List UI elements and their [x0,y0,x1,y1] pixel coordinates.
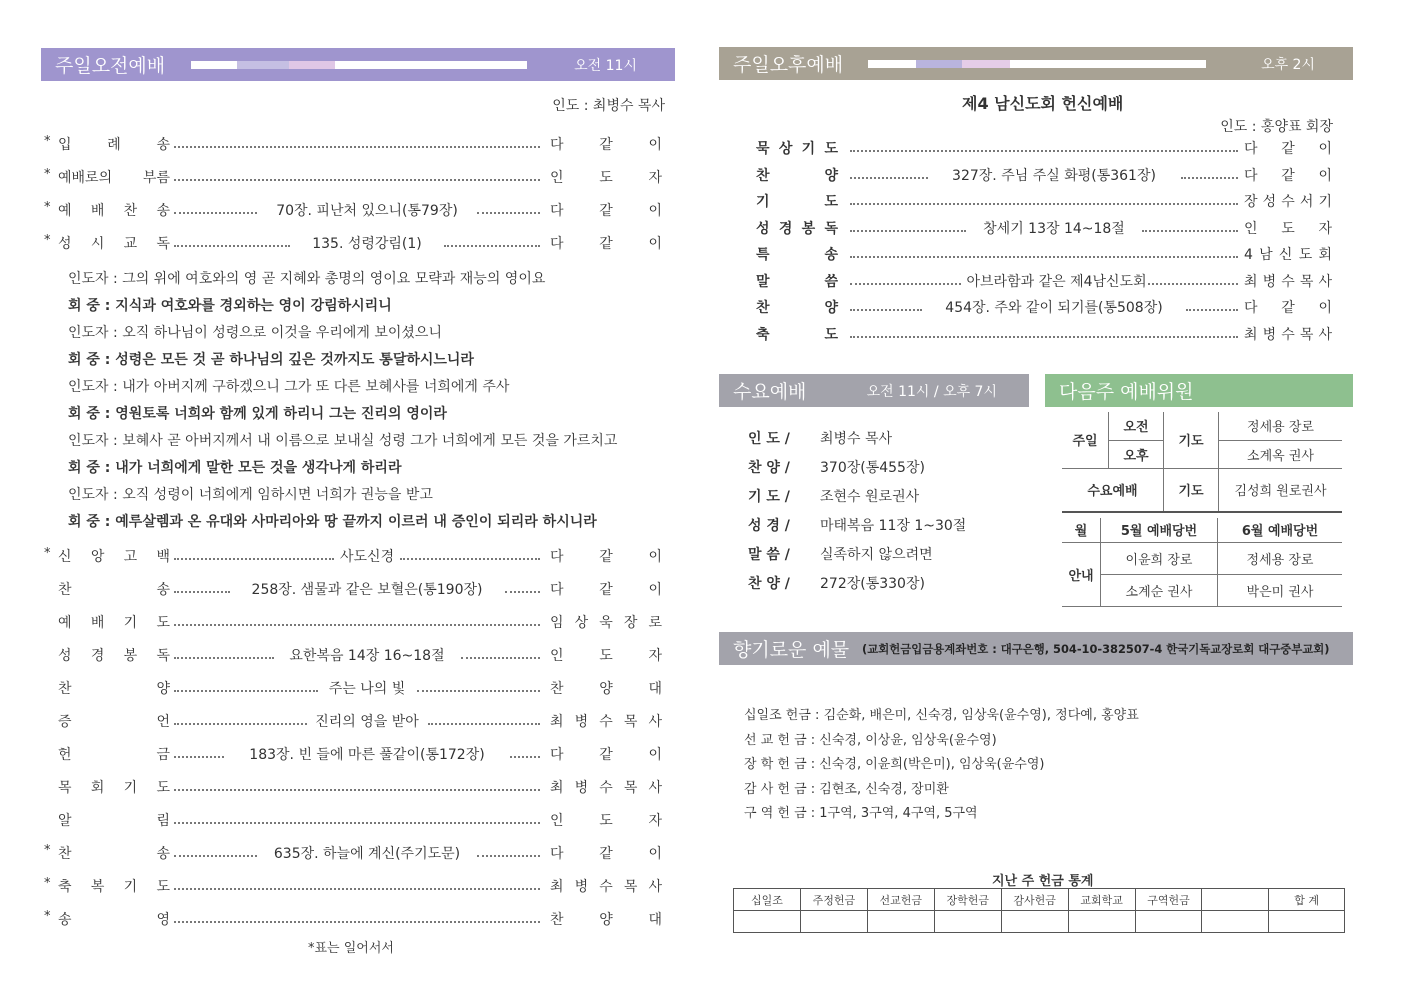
order-row [44,711,664,733]
order-label: 기 도 [756,194,838,210]
order-label: 송 영 [58,912,170,928]
order-row [44,645,664,667]
committee-table [1062,412,1342,513]
order-person: 다 같 이 [550,137,662,153]
order-label: 축 도 [756,326,838,343]
order-label: 예 배 찬 송 [58,203,170,219]
am-service-banner [41,48,675,81]
order-label: 찬 양 [58,681,170,697]
order-row [44,876,664,898]
order-label: 예 배 기 도 [58,615,170,631]
order-detail: 창세기 13장 14~18절 [983,220,1125,237]
pm-label: 오후 [1109,440,1164,468]
order-detail: 327장. 주님 주실 화평(통361장) [952,167,1156,184]
leader-dots [850,256,1238,258]
leader-line: 인도자 : 오직 하나님이 성령으로 이것을 우리에게 보이셨으니 [68,325,442,341]
stats-value-cell [800,911,867,933]
may-duty-label: 5월 예배당번 [1101,518,1218,542]
leader-dots [850,150,1238,152]
june-guide-1: 정세용 장로 [1218,542,1343,574]
leader-dots [174,179,540,181]
pm-order-row [756,297,1336,319]
leader-dots [1142,230,1238,232]
standing-mark: * [44,167,51,182]
leader-dots [477,855,540,857]
pm-service-title: 주일오후예배 [733,54,844,76]
leader-line: 인도자 : 그의 위에 여호와의 영 곧 지혜와 총명의 영이요 모략과 재능의 영이요 [68,271,546,287]
order-row [44,909,664,931]
order-label: 묵 상 기 도 [756,141,838,157]
standing-mark: * [44,200,51,215]
stats-header-cell [1202,889,1269,911]
stats-header-cell: 장학헌금 [934,889,1001,911]
order-label: 찬 양 [756,167,838,184]
wed-row [748,486,919,506]
pm-service-time: 오후 2시 [1261,56,1315,73]
bank-account: (교회헌금입금용계좌번호 : 대구은행, 504-10-382507-4 한국기독교장로회 대구중부교회) [862,641,1330,656]
stats-header-cell: 선교헌금 [867,889,934,911]
wed-prayer-label: 기도 [1164,468,1219,512]
guide-label: 안내 [1062,542,1101,606]
pm-order-row [756,218,1336,240]
order-label: 찬 송 [58,846,170,862]
pm-prayer-name: 소계옥 권사 [1219,440,1343,468]
order-label: 말 씀 [756,273,838,290]
leader-dots [850,283,961,285]
order-detail: 진리의 영을 받아 [315,714,419,730]
order-row [44,678,664,700]
stats-header-cell: 교회학교 [1068,889,1135,911]
wed-label: 찬 양 / [748,460,790,476]
offering-line: 구 역 헌 금 : 1구역, 3구역, 4구역, 5구역 [744,806,978,821]
leader-dots [444,245,540,247]
stats-header-cell: 십일조 [734,889,801,911]
wed-value: 370장(통455장) [820,460,925,476]
order-label: 헌 금 [58,747,170,763]
order-row [44,612,664,634]
order-person: 최 병 수 목 사 [1244,326,1332,343]
order-detail: 주는 나의 빛 [328,681,406,697]
june-duty-label: 6월 예배당번 [1218,518,1343,542]
leader-dots [400,558,540,560]
pm-service-banner [719,47,1353,80]
congregation-line: 회 중 : 성령은 모든 것 곧 하나님의 깊은 것까지도 통달하시느니라 [68,352,474,368]
standing-mark: * [44,876,51,891]
pm-order-row [756,138,1336,160]
order-person: 찬 양 대 [550,912,662,928]
order-person: 다 같 이 [550,747,662,763]
order-row [44,777,664,799]
pm-subtitle: 제4 남신도회 헌신예배 [962,94,1124,113]
wed-service-time: 오전 11시 / 오후 7시 [866,383,997,400]
prayer-label: 기도 [1164,412,1219,468]
wed-row [748,515,966,535]
stats-value-cell [1001,911,1068,933]
order-detail: 요한복음 14장 16~18절 [289,648,445,664]
wed-value: 272장(통330장) [820,576,925,592]
leader-line: 인도자 : 보혜사 곧 아버지께서 내 이름으로 보내실 성령 그가 너희에게 모든 것을 가르치고 [68,433,618,449]
standing-mark: * [44,134,51,149]
offering-banner [719,632,1353,665]
wed-row [748,573,925,593]
wed-value: 최병수 목사 [820,431,893,447]
order-person: 4 남 신 도 회 [1244,247,1332,263]
stats-value-cell [934,911,1001,933]
order-row [44,579,664,601]
leader-dots [850,203,1238,205]
banner-stripe [868,60,1206,68]
duty-table [1062,518,1342,607]
order-person: 인 도 자 [550,813,662,829]
order-detail: 183장. 빈 들에 마른 풀같이(통172장) [249,747,485,763]
wed-prayer-name: 김성희 원로권사 [1219,468,1343,512]
wed-label: 인 도 / [748,431,790,447]
order-label: 성 시 교 독 [58,236,170,252]
order-person: 다 같 이 [550,236,662,252]
leader-dots [174,888,540,890]
leader-dots [174,756,224,758]
order-person: 최 병 수 목 사 [550,780,662,796]
wed-value: 마태복음 11장 1~30절 [820,518,967,534]
order-row [44,167,664,189]
pm-order-row [756,271,1336,293]
offering-line: 감 사 헌 금 : 김현조, 신숙경, 장미환 [744,781,949,797]
am-service-time: 오전 11시 [574,57,637,74]
order-person: 다 같 이 [1244,141,1332,157]
order-detail: 635장. 하늘에 계신(주기도문) [273,846,461,862]
leader-dots [174,212,257,214]
leader-dots [428,723,541,725]
leader-dots [174,723,307,725]
wed-label: 말 씀 / [748,547,790,563]
am-label: 오전 [1109,412,1164,440]
leader-dots [174,558,334,560]
leader-dots [850,336,1238,338]
stats-header-cell: 구역헌금 [1135,889,1202,911]
committee-banner [1045,374,1353,407]
pm-order-row [756,191,1336,213]
footnote: *표는 일어서서 [308,941,394,956]
wed-value: 실족하지 않으려면 [820,547,933,563]
order-detail: 454장. 주와 같이 되기를(통508장) [945,300,1163,316]
leader-dots [1186,309,1238,311]
leader-dots [850,230,966,232]
leader-dots [850,177,928,179]
order-person: 다 같 이 [550,203,662,219]
wed-label: 찬 양 / [748,576,790,592]
stats-value-cell [734,911,801,933]
order-row [44,134,664,156]
order-row [44,200,664,222]
order-person: 다 같 이 [550,846,662,862]
congregation-line: 회 중 : 내가 너희에게 말한 모든 것을 생각나게 하리라 [68,460,402,476]
order-label: 축 복 기 도 [58,879,170,895]
stats-value-cell [1269,911,1345,933]
leader-dots [1181,177,1239,179]
order-row [44,810,664,832]
leader-dots [417,690,541,692]
order-label: 신 앙 고 백 [58,549,170,565]
order-label: 알 림 [58,813,170,829]
pm-leader: 인도 : 홍양표 회장 [1220,119,1333,135]
order-detail: 사도신경 [340,549,395,565]
offering-line: 십일조 헌금 : 김순화, 배은미, 신숙경, 임상욱(윤수영), 정다예, 홍양표 [744,708,1139,723]
standing-mark: * [44,909,51,924]
order-label: 성 경 봉 독 [756,220,838,237]
committee-title: 다음주 예배위원 [1059,381,1194,403]
leader-dots [174,657,274,659]
standing-mark: * [44,546,51,561]
order-detail: 135. 성령강림(1) [312,236,422,252]
order-row [44,744,664,766]
order-label: 입 례 송 [58,137,170,153]
order-label: 목 회 기 도 [58,780,170,796]
order-label: 증 언 [58,714,170,730]
leader-line: 인도자 : 오직 성령이 너희에게 임하시면 너희가 권능을 받고 [68,487,433,503]
offering-line: 장 학 헌 금 : 신숙경, 이윤희(박은미), 임상욱(윤수영) [744,757,1045,772]
sunday-label: 주일 [1062,412,1109,468]
order-row [44,843,664,865]
wed-service-title: 수요예배 [733,381,807,403]
pm-order-row [756,324,1336,346]
leader-dots [174,245,290,247]
wed-row [748,428,892,448]
wed-row [748,457,925,477]
leader-dots [1148,283,1239,285]
leader-dots [510,756,540,758]
june-guide-2: 박은미 권사 [1218,574,1343,606]
order-person: 최 병 수 목 사 [550,879,662,895]
order-detail: 아브라함과 같은 제4남신도회 [966,273,1147,290]
leader-dots [174,690,318,692]
order-person: 인 도 자 [1244,220,1332,237]
stats-value-cell [867,911,934,933]
leader-dots [174,822,540,824]
stats-header-cell: 주정헌금 [800,889,867,911]
offering-stats-table [733,888,1345,933]
congregation-line: 회 중 : 지식과 여호와를 경외하는 영이 강림하시리니 [68,298,392,314]
order-detail: 70장. 피난처 있으니(통79장) [276,203,458,219]
order-person: 인 도 자 [550,170,662,186]
order-person: 다 같 이 [1244,300,1332,316]
leader-dots [174,146,540,148]
order-person: 인 도 자 [550,648,662,664]
stats-title: 지난 주 헌금 통계 [992,874,1094,889]
stats-value-cell [1202,911,1269,933]
wed-label: 기 도 / [748,489,790,505]
wed-row [748,544,933,564]
order-person: 다 같 이 [550,582,662,598]
order-person: 다 같 이 [1244,167,1332,184]
order-label: 예배로의 부름 [58,170,170,186]
am-prayer-name: 정세용 장로 [1219,412,1343,440]
banner-stripe [191,61,527,69]
order-label: 찬 송 [58,582,170,598]
wed-value: 조현수 원로권사 [820,489,920,505]
am-leader: 인도 : 최병수 목사 [552,98,665,114]
order-person: 최 병 수 목 사 [1244,273,1332,290]
stats-value-cell [1068,911,1135,933]
leader-line: 인도자 : 내가 아버지께 구하겠으니 그가 또 다른 보혜사를 너희에게 주사 [68,379,510,395]
stats-header-cell: 감사헌금 [1001,889,1068,911]
offering-line: 선 교 헌 금 : 신숙경, 이상윤, 임상욱(윤수영) [744,732,997,748]
order-person: 최 병 수 목 사 [550,714,662,730]
leader-dots [174,921,540,923]
order-person: 찬 양 대 [550,681,662,697]
wed-service-banner [719,374,1029,407]
order-detail: 258장. 샘물과 같은 보혈은(통190장) [251,582,483,598]
standing-mark: * [44,233,51,248]
leader-dots [174,591,230,593]
order-person: 다 같 이 [550,549,662,565]
month-label: 월 [1062,518,1101,542]
leader-dots [505,591,541,593]
order-person: 장 성 수 서 기 [1244,194,1332,210]
leader-dots [174,789,540,791]
order-row [44,546,664,568]
standing-mark: * [44,843,51,858]
leader-dots [461,657,541,659]
may-guide-2: 소계순 권사 [1101,574,1218,606]
leader-dots [174,624,540,626]
pm-order-row [756,244,1336,266]
pm-order-row [756,165,1336,187]
order-label: 찬 양 [756,300,838,316]
offering-title: 향기로운 예물 [733,639,850,661]
order-label: 성 경 봉 독 [58,648,170,664]
leader-dots [850,309,922,311]
wed-label: 수요예배 [1062,468,1164,512]
am-service-title: 주일오전예배 [55,55,166,77]
may-guide-1: 이윤희 장로 [1101,542,1218,574]
order-person: 임 상 욱 장 로 [550,615,662,631]
wed-label: 성 경 / [748,518,790,534]
order-row [44,233,664,255]
stats-value-cell [1135,911,1202,933]
leader-dots [477,212,540,214]
leader-dots [174,855,257,857]
congregation-line: 회 중 : 영원토록 너희와 함께 있게 하리니 그는 진리의 영이라 [68,406,447,422]
congregation-line: 회 중 : 예루살렘과 온 유대와 사마리아와 땅 끝까지 이르러 내 증인이 되리라 하시니라 [68,514,597,530]
stats-header-cell: 합 계 [1269,889,1345,911]
order-label: 특 송 [756,247,838,263]
